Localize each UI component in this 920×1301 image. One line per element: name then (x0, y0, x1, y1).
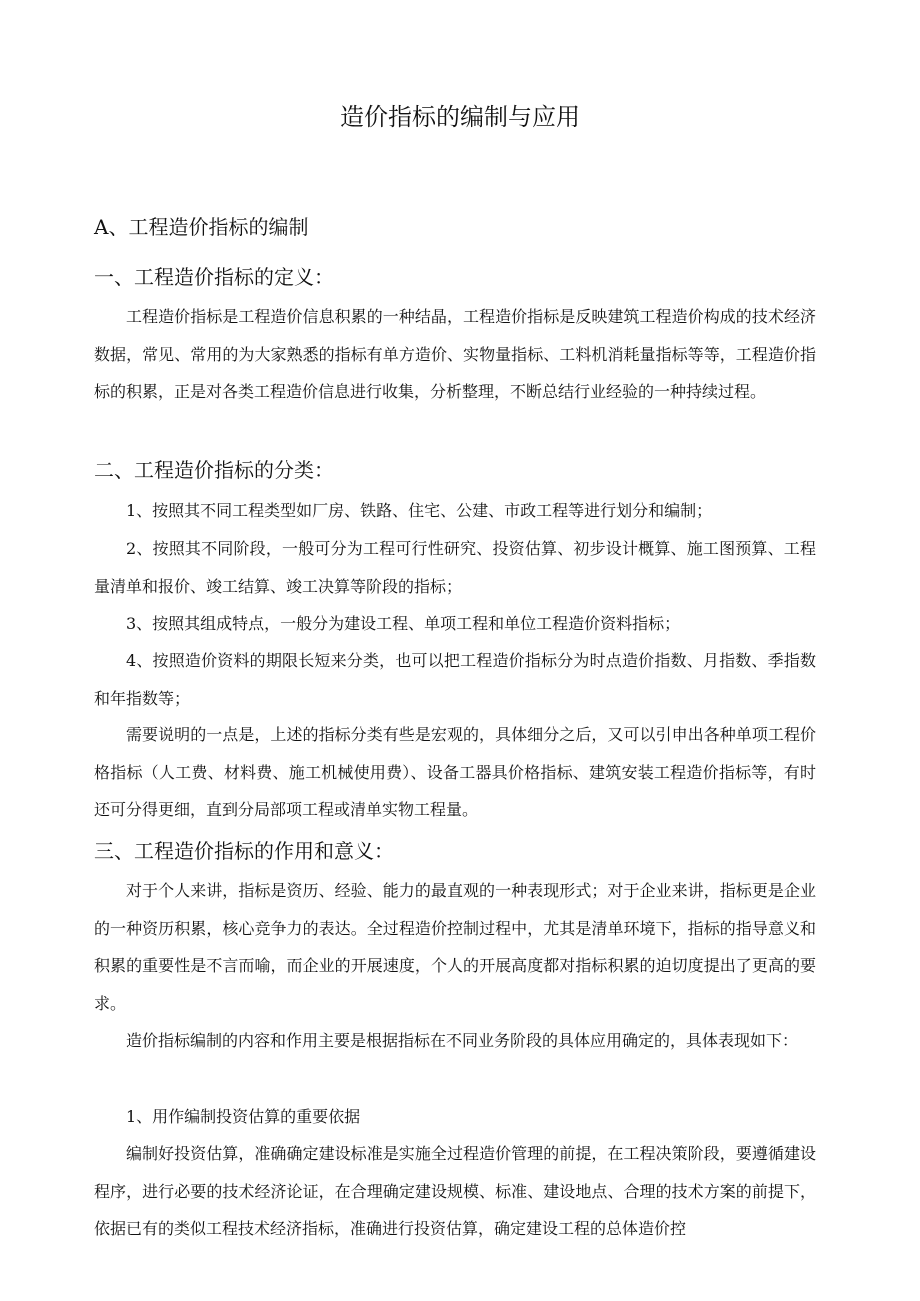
heading-definition: 一、工程造价指标的定义： (94, 265, 334, 289)
paragraph-content-role: 造价指标编制的内容和作用主要是根据指标在不同业务阶段的具体应用确定的，具体表现如下： (126, 1031, 799, 1050)
heading-significance: 三、工程造价指标的作用和意义： (94, 839, 394, 863)
paragraph-investment-estimate: 编制好投资估算，准确确定建设标准是实施全过程造价管理的前提，在工程决策阶段，要遵循建设程序，进行必要的技术经济论证，在合理确定建设规模、标准、建设地点、合理的技术方案的前提下，依据已有的类似工程技术经济指标，准确进行投资估算，确定建设工程的总体造价控 (94, 1144, 816, 1238)
subheading-investment-estimate: 1、用作编制投资估算的重要依据 (126, 1107, 361, 1126)
classification-note: 需要说明的一点是，上述的指标分类有些是宏观的，具体细分之后，又可以引申出各种单项工程价格指标（人工费、材料费、施工机械使用费）、设备工器具价格指标、建筑安装工程造价指标等，有时还可分得更细，直到分局部项工程或清单实物工程量。 (94, 725, 816, 819)
classification-item-4: 4、按照造价资料的期限长短来分类，也可以把工程造价指标分为时点造价指数、月指数、季指数和年指数等； (94, 651, 816, 708)
classification-item-2: 2、按照其不同阶段，一般可分为工程可行性研究、投资估算、初步设计概算、施工图预算、工程量清单和报价、竣工结算、竣工决算等阶段的指标； (94, 539, 816, 596)
classification-item-3: 3、按照其组成特点，一般分为建设工程、单项工程和单位工程造价资料指标； (126, 614, 681, 633)
paragraph-significance: 对于个人来讲，指标是资历、经验、能力的最直观的一种表现形式；对于企业来讲，指标更是企业的一种资历积累，核心竞争力的表达。全过程造价控制过程中，尤其是清单环境下，指标的指导意义和积累的重要性是不言而喻，而企业的开展速度，个人的开展高度都对指标积累的迫切度提出了更高的要求。 (94, 881, 816, 1013)
document-title: 造价指标的编制与应用 (340, 103, 580, 131)
paragraph-definition: 工程造价指标是工程造价信息积累的一种结晶，工程造价指标是反映建筑工程造价构成的技术经济数据，常见、常用的为大家熟悉的指标有单方造价、实物量指标、工料机消耗量指标等等，工程造价指标的积累，正是对各类工程造价信息进行收集，分析整理，不断总结行业经验的一种持续过程。 (94, 307, 816, 401)
heading-classification: 二、工程造价指标的分类： (94, 458, 334, 482)
section-a-heading: A、工程造价指标的编制 (94, 215, 309, 239)
classification-item-1: 1、按照其不同工程类型如厂房、铁路、住宅、公建、市政工程等进行划分和编制； (126, 501, 713, 520)
